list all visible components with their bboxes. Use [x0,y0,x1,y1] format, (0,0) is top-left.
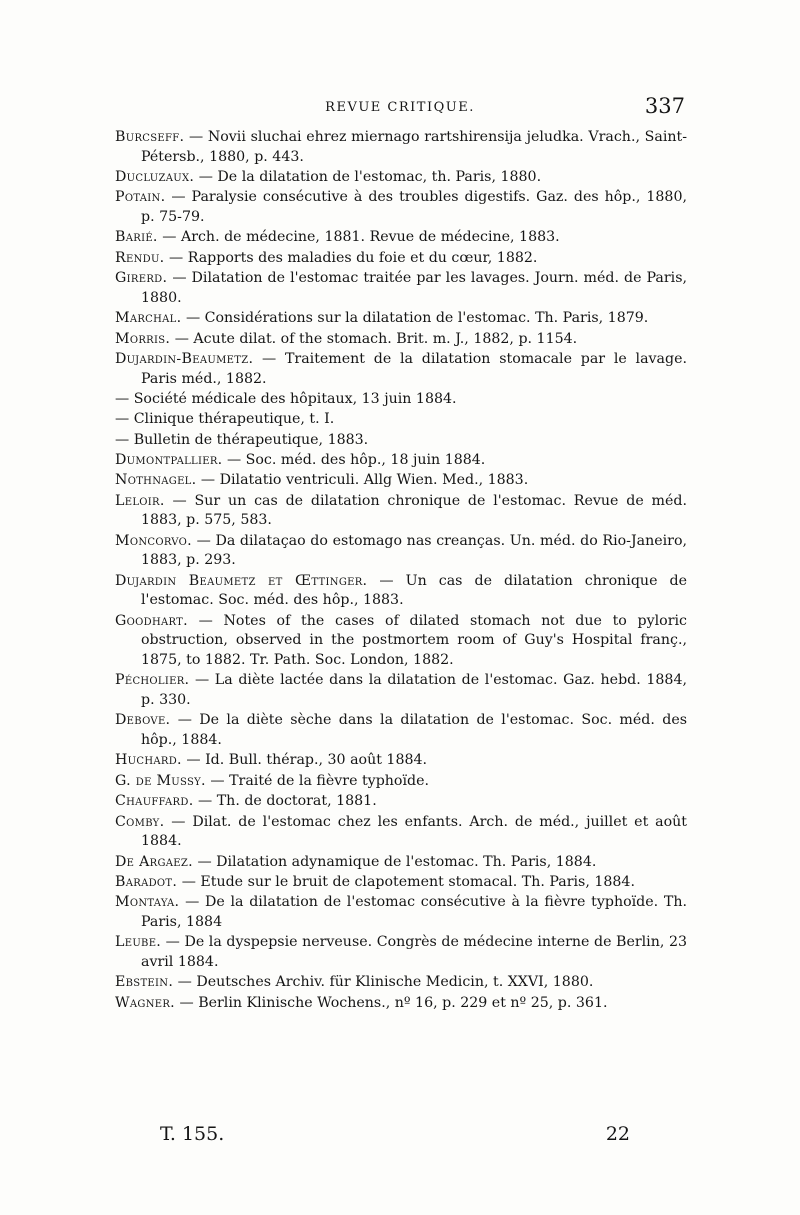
entry-author: Nothnagel. [115,472,197,489]
bibliography-entry [115,228,687,248]
running-title: REVUE CRITIQUE. [325,100,475,115]
bibliography-entry [115,994,687,1014]
entry-author: G. de Mussy. [115,772,206,789]
bibliography-entry [115,128,687,167]
entry-text: — Notes of the cases of dilated stomach not due to pyloric obstruction, observed in the postmortem room of Guy's Hospital franç., 1875, to 1882. Tr. Path. Soc. London, 1882. [141,612,687,668]
bibliography-entry [115,772,687,792]
entry-text: — Clinique thérapeutique, t. I. [115,411,335,428]
entry-text: — Société médicale des hôpitaux, 13 juin 1884. [115,390,457,407]
bibliography-entry [115,350,687,389]
running-head [115,94,685,120]
entry-author: Chauffard. [115,793,194,810]
bibliography-entry [115,410,687,430]
entry-author: Comby. [115,813,165,830]
entry-text: — Dilat. de l'estomac chez les enfants. Arch. de méd., juillet et août 1884. [141,813,687,850]
bibliography-entry [115,751,687,771]
bibliography-entry [115,813,687,852]
entry-text: — Traité de la fièvre typhoïde. [205,772,429,789]
entry-text: — De la dilatation de l'estomac consécutive à la fièvre typhoïde. Th. Paris, 1884 [141,894,687,930]
entry-author: Montaya. [115,894,180,911]
bibliography-entry [115,390,687,410]
entry-text: — Dilatatio ventriculi. Allg Wien. Med., 1883. [196,472,529,489]
page-number: 337 [644,94,685,118]
entry-author: Wagner. [115,994,175,1011]
entry-text: — Th. de doctorat, 1881. [193,793,377,810]
bibliography-entry [115,532,687,571]
bibliography-entry [115,792,687,812]
entry-author: Rendu. [115,249,165,266]
entry-text: — Berlin Klinische Wochens., nº 16, p. 229 et nº 25, p. 361. [174,994,608,1011]
entry-text: — Dilatation adynamique de l'estomac. Th. Paris, 1884. [192,853,597,870]
entry-author: Burcseff. [115,129,185,145]
bibliography-entry [115,188,687,227]
entry-text: — Id. Bull. thérap., 30 août 1884. [181,752,428,769]
entry-text: — De la dilatation de l'estomac, th. Paris, 1880. [194,168,542,185]
bibliography-entry [115,451,687,471]
entry-author: Huchard. [115,752,182,769]
entry-text: — Da dilataçao do estomago nas creanças. Un. méd. do Rio-Janeiro, 1883, p. 293. [141,532,687,569]
entry-text: — De la dyspepsie nerveuse. Congrès de médecine interne de Berlin, 23 avril 1884. [141,934,687,970]
entry-author: Debove. [115,712,171,729]
bibliography-entry [115,269,687,308]
bibliography-entry [115,168,687,188]
bibliography-entry [115,249,687,269]
bibliography-entry [115,572,687,611]
entry-text: — Acute dilat. of the stomach. Brit. m. J., 1882, p. 1154. [170,330,578,347]
entry-author: Leube. [115,934,162,951]
entry-author: Girerd. [115,270,168,287]
entry-author: De Argaez. [115,853,193,870]
entry-text: — Etude sur le bruit de clapotement stomacal. Th. Paris, 1884. [177,873,635,890]
entry-author: Goodhart. [115,612,188,629]
entry-author: Dumontpallier. [115,452,223,469]
entry-author: Potain. [115,189,166,206]
bibliography-entry [115,711,687,750]
entry-author: Baradot. [115,873,178,890]
volume-signature: T. 155. [160,1123,225,1145]
entry-author: Pécholier. [115,672,190,689]
entry-author: Morris. [115,330,171,347]
page-footer [160,1123,630,1153]
entry-author: Dujardin-Beaumetz. [115,350,254,367]
entry-text: — Paralysie consécutive à des troubles digestifs. Gaz. des hôp., 1880, p. 75-79. [141,189,687,225]
entry-text: — Bulletin de thérapeutique, 1883. [115,431,369,448]
bibliography-entry [115,873,687,893]
entry-text: — Rapports des maladies du foie et du cœur, 1882. [164,249,538,266]
bibliography-entry [115,492,687,531]
sheet-number: 22 [605,1123,630,1145]
bibliography-entry [115,853,687,873]
entry-text: — Arch. de médecine, 1881. Revue de médecine, 1883. [157,229,560,246]
entry-author: Barié. [115,229,158,246]
bibliography-entry [115,973,687,993]
entry-author: Dujardin Beaumetz et Œttinger. [115,572,368,589]
entry-text: — Sur un cas de dilatation chronique de l'estomac. Revue de méd. 1883, p. 575, 583. [141,492,687,529]
entry-author: Ebstein. [115,974,174,991]
bibliography-entry [115,671,687,710]
entry-text: — Soc. méd. des hôp., 18 juin 1884. [222,452,486,469]
entry-text: — Considérations sur la dilatation de l'estomac. Th. Paris, 1879. [181,310,649,327]
entry-text: — Deutsches Archiv. für Klinische Medicin, t. XXVI, 1880. [173,974,594,991]
entry-text: — Traitement de la dilatation stomacale par le lavage. Paris méd., 1882. [141,350,687,387]
bibliography-entry [115,612,687,671]
bibliography-entry [115,309,687,329]
bibliography-entry [115,330,687,350]
bibliography-entry [115,893,687,932]
entry-author: Leloir. [115,492,165,509]
bibliography-entry [115,471,687,491]
entry-text: — De la diète sèche dans la dilatation de l'estomac. Soc. méd. des hôp., 1884. [141,712,687,748]
entry-author: Marchal. [115,310,182,327]
bibliography-list [115,128,687,1014]
entry-text: — Novii sluchai ehrez miernago rartshirensija jeludka. Vrach., Saint-Pétersb., 1880, p. 443. [141,129,687,165]
bibliography-entry [115,933,687,972]
entry-text: — Dilatation de l'estomac traitée par les lavages. Journ. méd. de Paris, 1880. [141,270,687,306]
entry-author: Moncorvo. [115,532,192,549]
entry-author: Ducluzaux. [115,168,195,185]
entry-text: — La diète lactée dans la dilatation de l'estomac. Gaz. hebd. 1884, p. 330. [141,672,687,708]
entry-text: — Un cas de dilatation chronique de l'estomac. Soc. méd. des hôp., 1883. [141,572,687,609]
bibliography-entry [115,431,687,451]
